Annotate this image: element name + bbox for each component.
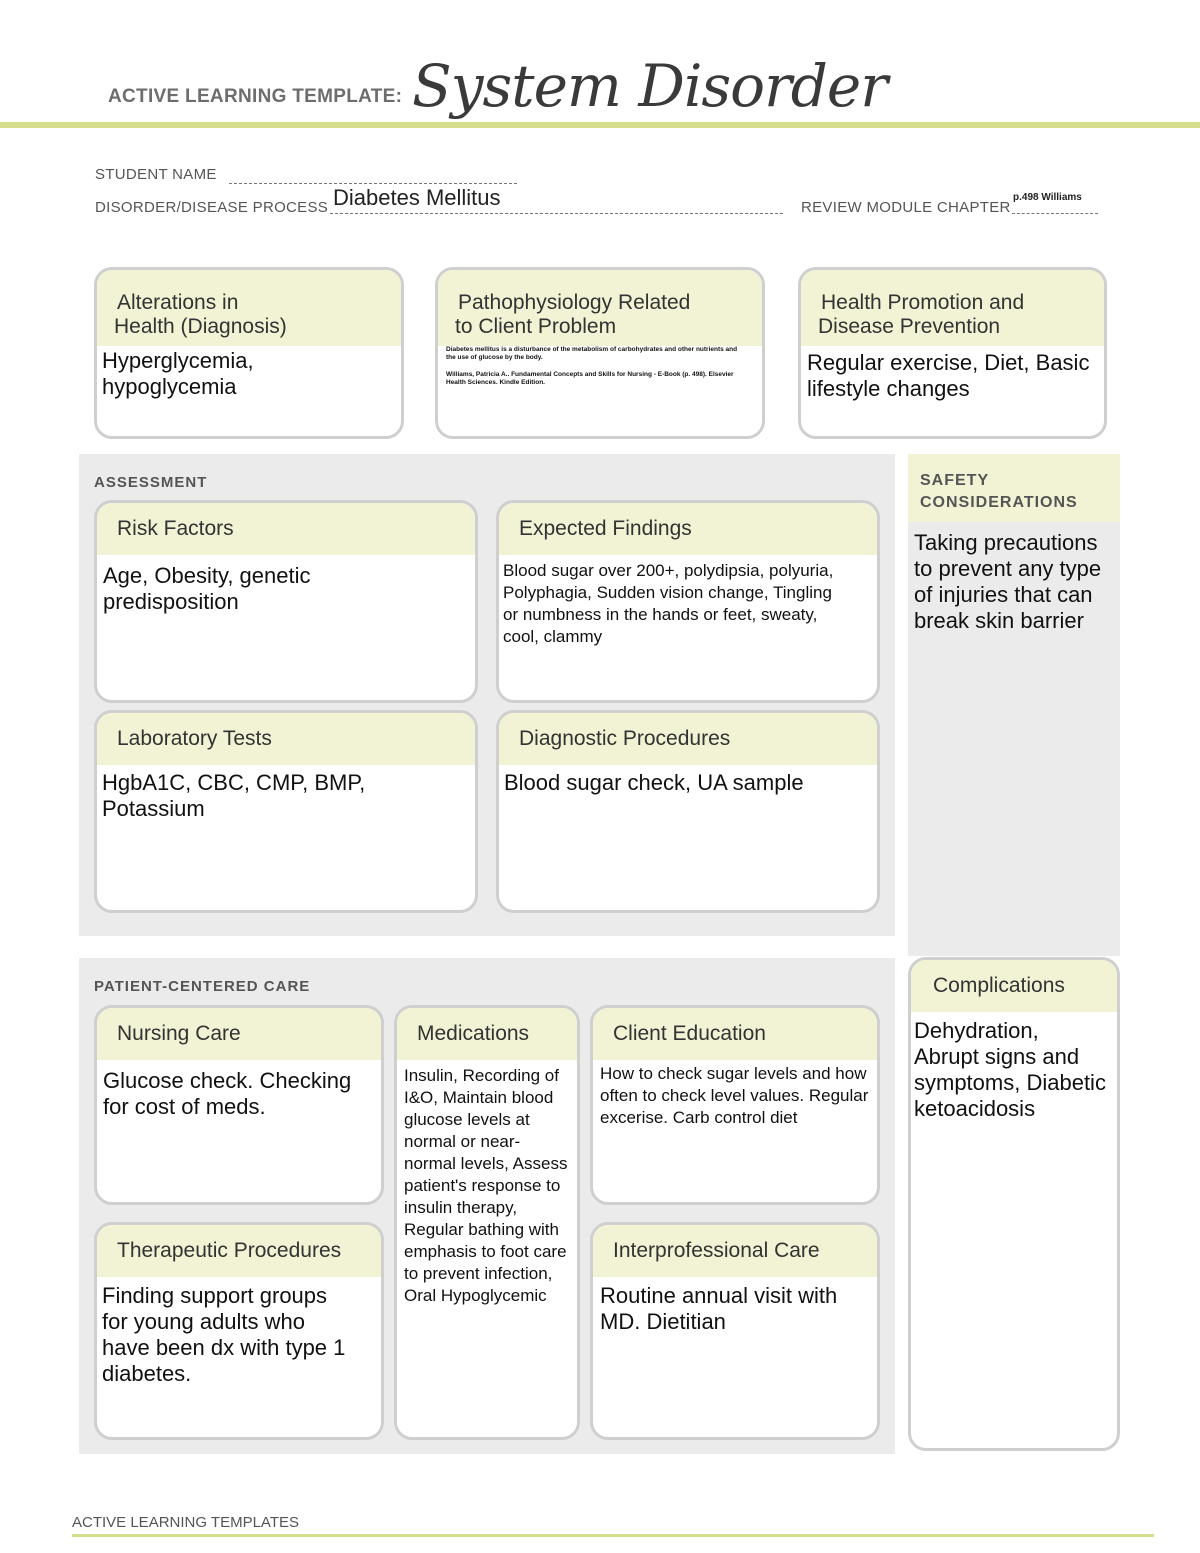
interprofessional-header <box>593 1225 877 1277</box>
assessment-label: ASSESSMENT <box>94 474 208 491</box>
nursing-care-card <box>94 1005 384 1205</box>
alterations-card <box>94 267 404 439</box>
chapter-field[interactable] <box>1012 190 1098 214</box>
therapeutic-body[interactable]: Finding support groups for young adults who have been dx with type 1 diabetes. <box>102 1283 346 1386</box>
health-promotion-title-2: Disease Prevention <box>818 315 1001 338</box>
safety-body[interactable]: Taking precautions to prevent any type of injuries that can break skin barrier <box>914 530 1102 633</box>
diagnostic-body[interactable]: Blood sugar check, UA sample <box>504 770 804 795</box>
lab-tests-card <box>94 710 478 913</box>
expected-findings-title: Expected Findings <box>519 517 692 540</box>
therapeutic-card <box>94 1222 384 1440</box>
risk-factors-body[interactable]: Age, Obesity, genetic predisposition <box>103 563 311 614</box>
safety-label-2: CONSIDERATIONS <box>920 494 1078 511</box>
interprofessional-title: Interprofessional Care <box>613 1239 820 1262</box>
disorder-label: DISORDER/DISEASE PROCESS <box>95 199 329 216</box>
nursing-care-header <box>97 1008 381 1060</box>
page-title: System Disorder <box>412 52 887 120</box>
pathophysiology-header <box>438 270 762 346</box>
expected-findings-body[interactable]: Blood sugar over 200+, polydipsia, polyuria, Polyphagia, Sudden vision change, Tingling or numbness in the hands or feet, sweaty, cool, clammy <box>503 561 834 646</box>
alterations-body[interactable]: Hyperglycemia, hypoglycemia <box>102 348 254 399</box>
lab-tests-body[interactable]: HgbA1C, CBC, CMP, BMP, Potassium <box>102 770 366 821</box>
complications-title: Complications <box>933 974 1065 997</box>
interprofessional-body[interactable]: Routine annual visit with MD. Dietitian <box>600 1283 838 1334</box>
safety-header <box>908 454 1120 522</box>
safety-section <box>908 454 1120 936</box>
disorder-value: Diabetes Mellitus <box>333 185 501 210</box>
medications-header <box>397 1008 577 1060</box>
pathophysiology-card <box>435 267 765 439</box>
lab-tests-header <box>97 713 475 765</box>
nursing-care-title: Nursing Care <box>117 1022 241 1045</box>
medications-title: Medications <box>417 1022 530 1045</box>
care-label: PATIENT-CENTERED CARE <box>94 978 311 995</box>
client-education-body[interactable]: How to check sugar levels and how often to check level values. Regular excerise. Carb control diet <box>600 1064 869 1127</box>
risk-factors-title: Risk Factors <box>117 517 234 540</box>
client-education-card <box>590 1005 880 1205</box>
template-label: ACTIVE LEARNING TEMPLATE: <box>108 86 403 107</box>
student-name-label: STUDENT NAME <box>95 166 217 183</box>
lab-tests-title: Laboratory Tests <box>117 727 272 750</box>
chapter-label: REVIEW MODULE CHAPTER <box>801 199 1011 216</box>
alterations-header <box>97 270 401 346</box>
expected-findings-header <box>499 503 877 555</box>
alterations-title-2: Health (Diagnosis) <box>114 315 287 338</box>
diagnostic-header <box>499 713 877 765</box>
safety-gap-fill <box>908 936 1120 956</box>
medications-card <box>394 1005 580 1440</box>
health-promotion-title-1: Health Promotion and <box>821 291 1025 314</box>
diagnostic-title: Diagnostic Procedures <box>519 727 731 750</box>
alterations-title-1: Alterations in <box>117 291 239 314</box>
health-promotion-header <box>801 270 1104 346</box>
pathophysiology-title-2: to Client Problem <box>455 315 617 338</box>
safety-label-1: SAFETY <box>920 472 990 489</box>
disorder-field[interactable] <box>330 184 783 214</box>
pathophysiology-definition: Diabetes mellitus is a disturbance of the metabolism of carbohydrates and other nutrients and the use of glucose by the body. <box>446 346 738 361</box>
client-education-header <box>593 1008 877 1060</box>
risk-factors-header <box>97 503 475 555</box>
pathophysiology-title-1: Pathophysiology Related <box>458 291 691 314</box>
complications-header <box>911 960 1117 1012</box>
chapter-value: p.498 Williams <box>1013 192 1082 203</box>
health-promotion-card <box>798 267 1107 439</box>
therapeutic-header <box>97 1225 381 1277</box>
complications-card <box>908 957 1120 1451</box>
health-promotion-body[interactable]: Regular exercise, Diet, Basic lifestyle changes <box>807 350 1090 401</box>
medications-body[interactable]: Insulin, Recording of I&O, Maintain blood glucose levels at normal or near-normal levels, Assess patient's response to insulin therapy, Regular bathing with emphasis to foot care to prevent infection, Oral Hypoglycemic <box>404 1066 568 1305</box>
pathophysiology-body[interactable] <box>438 346 762 387</box>
risk-factors-card <box>94 500 478 703</box>
nursing-care-body[interactable]: Glucose check. Checking for cost of meds. <box>103 1068 352 1119</box>
complications-body[interactable]: Dehydration, Abrupt signs and symptoms, Diabetic ketoacidosis <box>914 1018 1106 1121</box>
header-rule <box>0 122 1200 128</box>
client-education-title: Client Education <box>613 1022 766 1045</box>
expected-findings-card <box>496 500 880 703</box>
footer-rule <box>72 1534 1154 1537</box>
footer-label: ACTIVE LEARNING TEMPLATES <box>72 1514 299 1531</box>
therapeutic-title: Therapeutic Procedures <box>117 1239 342 1262</box>
interprofessional-card <box>590 1222 880 1440</box>
pathophysiology-citation: Williams, Patricia A.. Fundamental Concepts and Skills for Nursing - E-Book (p. 498). Elsevier Health Sciences. Kindle Edition. <box>446 371 734 386</box>
diagnostic-card <box>496 710 880 913</box>
